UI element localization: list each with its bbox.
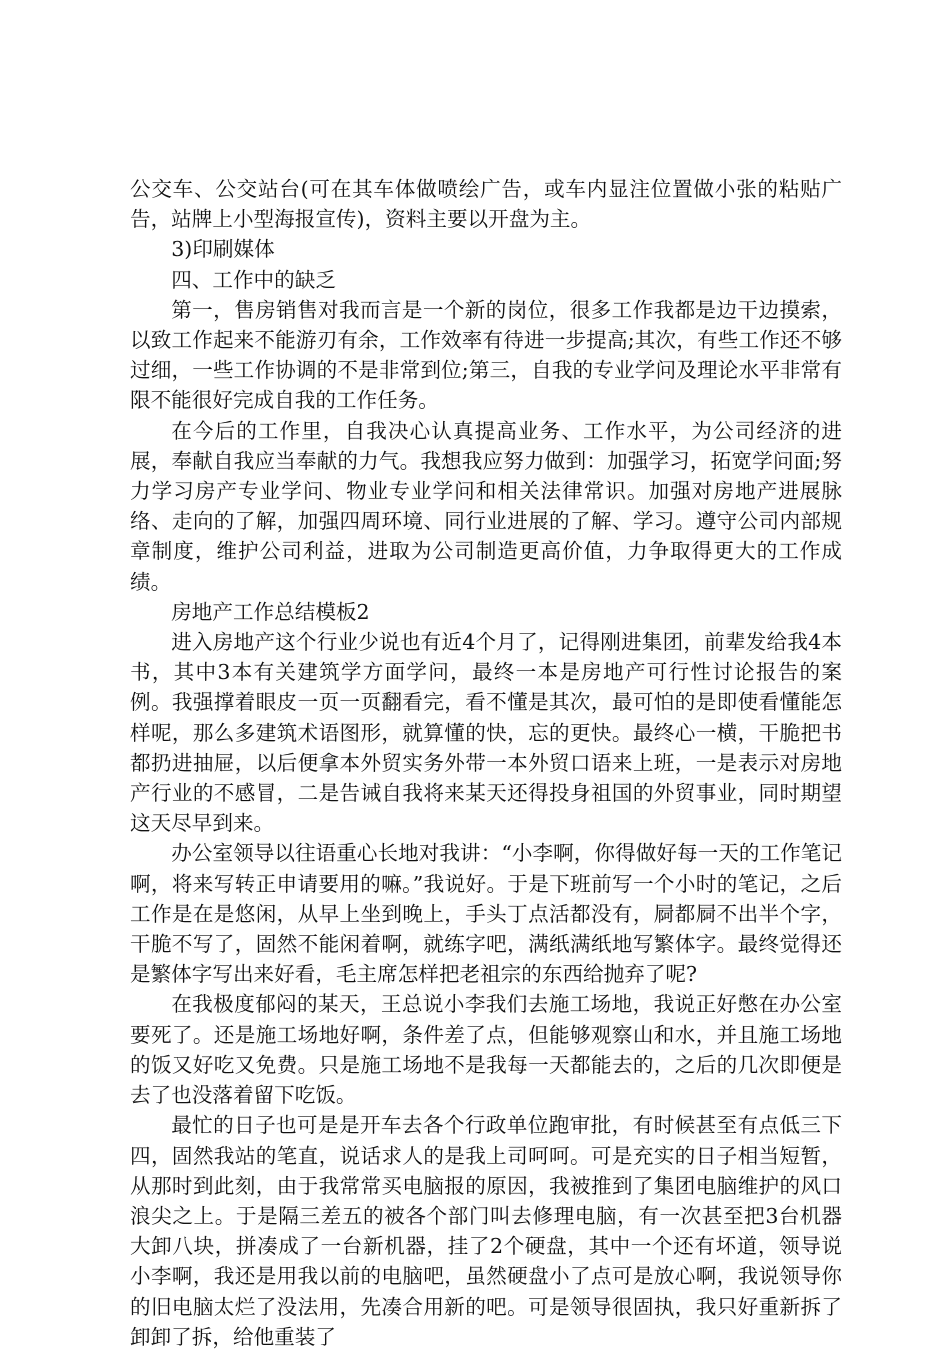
paragraph-work-notes: 办公室领导以往语重心长地对我讲：“小李啊，你得做好每一天的工作笔记啊，将来写转正申请要用的嘛。”我说好。于是下班前写一个小时的笔记，之后工作是在是悠闲，从早上坐到晚上，手头丁点活都没有，屙都屙不出半个字，干脆不写了，固然不能闲着啊，就练字吧，满纸满纸地写繁体字。最终觉得还是繁体字写出来好看，毛主席怎样把老祖宗的东西给抛弃了呢? (130, 841, 842, 987)
paragraph-construction-site: 在我极度郁闷的某天，王总说小李我们去施工场地，我说正好憋在办公室要死了。还是施工场地好啊，条件差了点，但能够观察山和水，并且施工场地的饭又好吃又免费。只是施工场地不是我每一天都能去的，之后的几次即便是去了也没落着留下吃饭。 (130, 992, 842, 1108)
paragraph-bus-ads: 公交车、公交站台(可在其车体做喷绘广告，或车内显注位置做小张的粘贴广告，站牌上小型海报宣传)，资料主要以开盘为主。 (130, 177, 842, 232)
paragraph-busiest-days: 最忙的日子也可是是开车去各个行政单位跑审批，有时候甚至有点低三下四，固然我站的笔直，说话求人的是我上司呵呵。可是充实的日子相当短暂，从那时到此刻，由于我常常买电脑报的原因，我被推到了集团电脑维护的风口浪尖之上。于是隔三差五的被各个部门叫去修理电脑，有一次甚至把3台机器大卸八块，拼凑成了一台新机器，挂了2个硬盘，其中一个还有坏道，领导说小李啊，我还是用我以前的电脑吧，虽然硬盘小了点可是放心啊，我说领导你的旧电脑太烂了没法用，先凑合用新的吧。可是领导很固执，我只好重新拆了卸卸了拆，给他重装了 (130, 1113, 842, 1349)
heading-shortcomings: 四、工作中的缺乏 (171, 267, 336, 292)
paragraph-shortcomings-body: 第一，售房销售对我而言是一个新的岗位，很多工作我都是边干边摸索，以致工作起来不能游刃有余，工作效率有待进一步提高;其次，有些工作还不够过细，一些工作协调的不是非常到位;第三，自我的专业学问及理论水平非常有限不能很好完成自我的工作任务。 (130, 297, 842, 413)
paragraph-future-plans: 在今后的工作里，自我决心认真提高业务、工作水平，为公司经济的进展，奉献自我应当奉献的力气。我想我应努力做到：加强学习，拓宽学问面;努力学习房产专业学问、物业专业学问和相关法律常识。加强对房地产进展脉络、走向的了解，加强四周环境、同行业进展的了解、学习。遵守公司内部规章制度，维护公司利益，进取为公司制造更高价值，力争取得更大的工作成绩。 (130, 418, 842, 594)
paragraph-joining-industry: 进入房地产这个行业少说也有近4个月了，记得刚进集团，前辈发给我4本书，其中3本有关建筑学方面学问，最终一本是房地产可行性讨论报告的案例。我强撑着眼皮一页一页翻看完，看不懂是其次，最可怕的是即使看懂能怎样呢，那么多建筑术语图形，就算懂的快，忘的更快。最终心一横，干脆把书都扔进抽屉，以后便拿本外贸实务外带一本外贸口语来上班，一是表示对房地产行业的不感冒，二是告诫自我将来某天还得投身祖国的外贸事业，同时期望这天尽早到来。 (130, 630, 842, 836)
heading-template-2: 房地产工作总结模板2 (171, 599, 370, 624)
document-page (130, 174, 842, 1352)
heading-print-media: 3)印刷媒体 (171, 237, 275, 262)
